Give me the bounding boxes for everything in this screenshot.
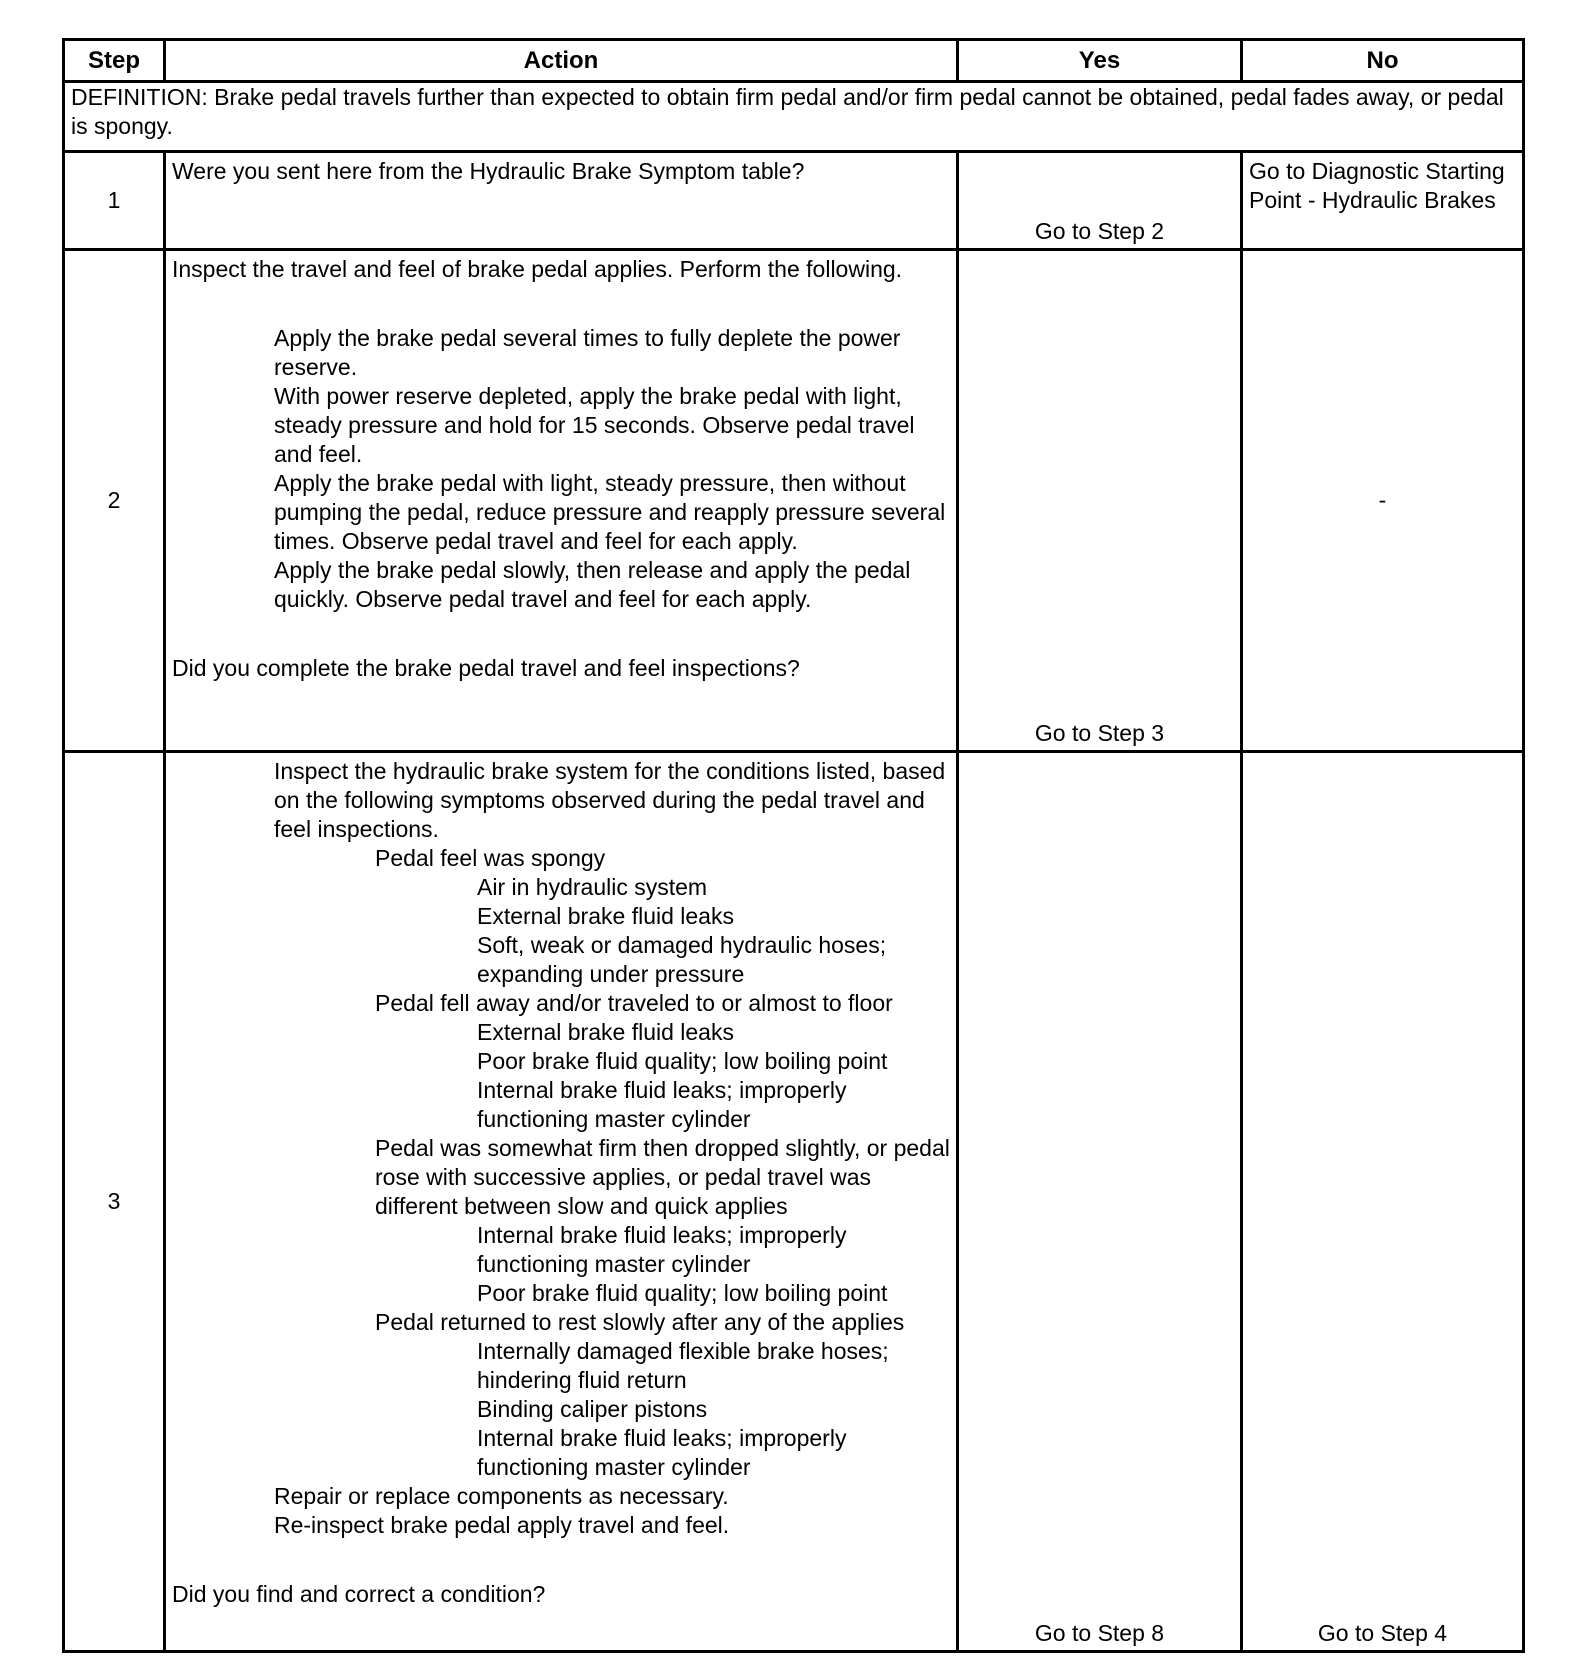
spacer (172, 1540, 950, 1580)
table-row-step-2 (64, 250, 1524, 752)
no-cell: Go to Diagnostic Starting Point - Hydraulic Brakes (1242, 152, 1524, 250)
spacer (172, 614, 950, 654)
symptom-label: Pedal was somewhat firm then dropped slightly, or pedal rose with successive applies, or pedal travel was different between slow and quick applies (375, 1135, 950, 1219)
header-yes: Yes (958, 40, 1242, 82)
yes-cell: Go to Step 3 (958, 250, 1242, 752)
action-question: Did you find and correct a condition? (172, 1581, 546, 1607)
action-intro: Inspect the hydraulic brake system for the conditions listed, based on the following symptoms observed during the pedal travel and feel inspections. (274, 758, 946, 842)
list-item: With power reserve depleted, apply the brake pedal with light, steady pressure and hold for 15 seconds. Observe pedal travel and feel. (274, 383, 915, 467)
cause-item: Binding caliper pistons (477, 1396, 708, 1422)
spacer (172, 284, 950, 324)
diagnostic-table (62, 38, 1525, 1653)
definition-row (64, 82, 1524, 152)
symptom-label: Pedal returned to rest slowly after any of the applies (375, 1309, 905, 1335)
reinspect-text: Re-inspect brake pedal apply travel and feel. (274, 1512, 730, 1538)
cause-item: Poor brake fluid quality; low boiling point (477, 1048, 888, 1074)
no-cell: - (1242, 250, 1524, 752)
cause-item: Soft, weak or damaged hydraulic hoses; expanding under pressure (477, 932, 887, 987)
yes-cell: Go to Step 8 (958, 752, 1242, 1652)
cause-item: Internal brake fluid leaks; improperly functioning master cylinder (477, 1077, 847, 1132)
cause-item: Internal brake fluid leaks; improperly functioning master cylinder (477, 1425, 847, 1480)
action-question: Were you sent here from the Hydraulic Brake Symptom table? (172, 158, 805, 184)
cause-item: Internal brake fluid leaks; improperly functioning master cylinder (477, 1222, 847, 1277)
list-item: Apply the brake pedal several times to fully deplete the power reserve. (274, 325, 901, 380)
action-cell (165, 752, 958, 1652)
action-cell (165, 152, 958, 250)
table-row-step-1 (64, 152, 1524, 250)
table-row-step-3 (64, 752, 1524, 1652)
list-item: Apply the brake pedal slowly, then release and apply the pedal quickly. Observe pedal travel and feel for each apply. (274, 557, 911, 612)
action-intro: Inspect the travel and feel of brake pedal applies. Perform the following. (172, 256, 903, 282)
step-number: 1 (64, 152, 165, 250)
cause-item: Air in hydraulic system (477, 874, 708, 900)
list-item: Apply the brake pedal with light, steady pressure, then without pumping the pedal, reduce pressure and reapply pressure several times. Observe pedal travel and feel for each apply. (274, 470, 946, 554)
definition-text: DEFINITION: Brake pedal travels further than expected to obtain firm pedal and/or firm pedal cannot be obtained, pedal fades away, or pedal is spongy. (64, 82, 1524, 152)
repair-text: Repair or replace components as necessary. (274, 1483, 729, 1509)
action-cell (165, 250, 958, 752)
header-row (64, 40, 1524, 82)
header-action: Action (165, 40, 958, 82)
header-no: No (1242, 40, 1524, 82)
cause-item: Poor brake fluid quality; low boiling point (477, 1280, 888, 1306)
no-cell: Go to Step 4 (1242, 752, 1524, 1652)
step-number: 2 (64, 250, 165, 752)
action-question: Did you complete the brake pedal travel and feel inspections? (172, 655, 800, 681)
step-number: 3 (64, 752, 165, 1652)
cause-item: External brake fluid leaks (477, 903, 734, 929)
symptom-label: Pedal feel was spongy (375, 845, 606, 871)
symptom-label: Pedal fell away and/or traveled to or almost to floor (375, 990, 893, 1016)
header-step: Step (64, 40, 165, 82)
cause-item: Internally damaged flexible brake hoses; hindering fluid return (477, 1338, 889, 1393)
yes-cell: Go to Step 2 (958, 152, 1242, 250)
cause-item: External brake fluid leaks (477, 1019, 734, 1045)
